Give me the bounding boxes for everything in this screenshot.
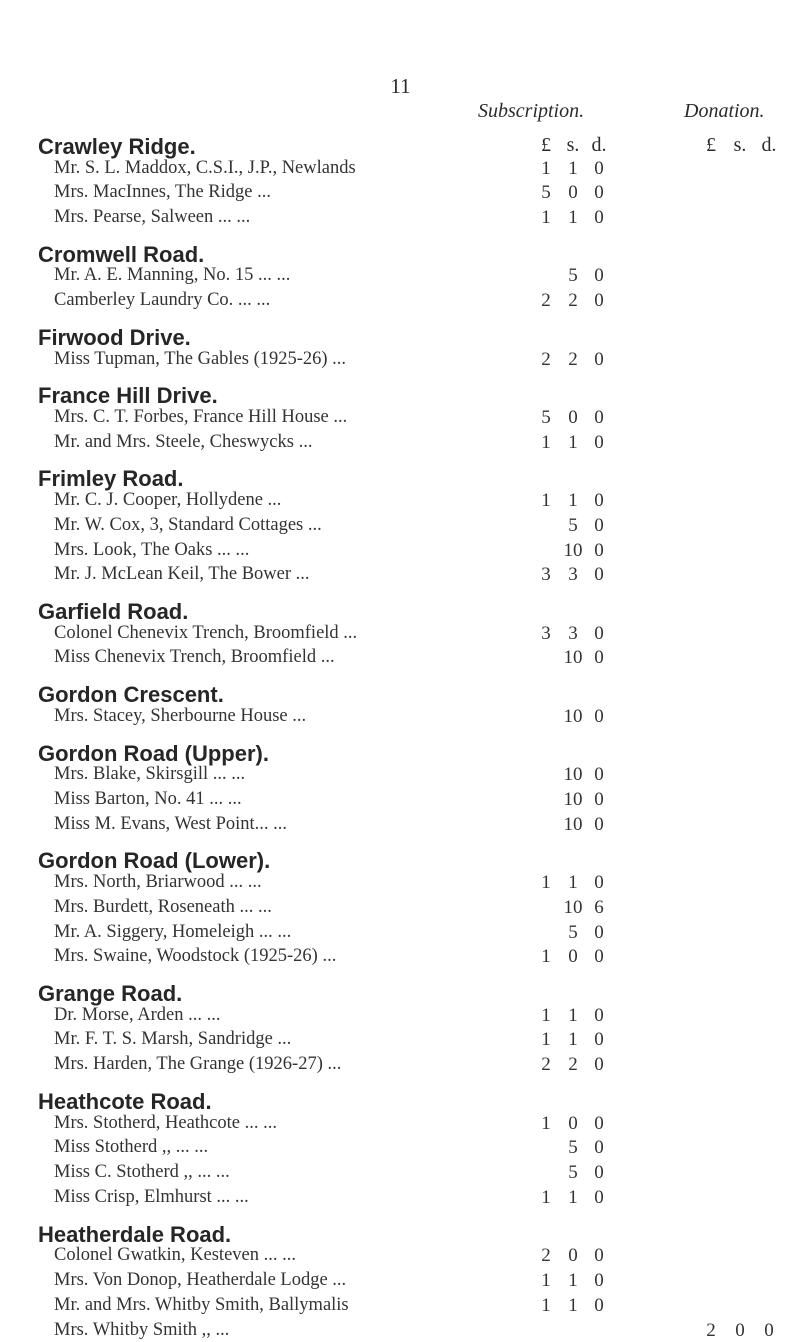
subscription-shillings-value: 5	[568, 1162, 578, 1184]
subscription-pence-value: 0	[594, 1245, 604, 1267]
subscription-pounds-value: 2	[541, 1054, 551, 1076]
subscription-pence-value: 0	[594, 946, 604, 968]
subscription-shillings-value: 1	[568, 489, 578, 511]
subscription-pence-value: 0	[594, 157, 604, 179]
subscriber-name: Mr. S. L. Maddox, C.S.I., J.P., Newlands	[54, 157, 356, 178]
subscription-pence-value: 0	[594, 290, 604, 312]
subscriber-name: Mrs. Blake, Skirsgill ... ...	[54, 764, 246, 784]
subscription-pounds-value: 2	[541, 1245, 551, 1267]
subscriber-name: Dr. Morse, Arden ... ...	[54, 1004, 221, 1025]
subscription-pence-value: 0	[594, 1186, 604, 1208]
subscription-shillings-value: 5	[568, 514, 578, 536]
subscription-pence-value: 0	[594, 1162, 604, 1184]
subscription-pounds-value: 3	[541, 622, 551, 644]
subscription-pounds-value: 1	[541, 1186, 551, 1208]
subscriber-name: Miss Barton, No. 41 ... ...	[54, 788, 242, 809]
subscriber-name: Mr. W. Cox, 3, Standard Cottages ...	[54, 514, 322, 535]
subscriber-name: Mrs. Stacey, Sherbourne House ...	[54, 705, 307, 726]
road-heading: Heathcote Road.	[38, 1089, 212, 1114]
subscription-pounds-value: 3	[541, 564, 551, 586]
subscription-pence-value: 0	[594, 764, 604, 785]
subscriber-name: Mrs. Swaine, Woodstock (1925-26) ...	[54, 946, 337, 967]
subscription-pence-value: 0	[594, 1054, 604, 1076]
subscriber-name: Mrs. Harden, The Grange (1926-27) ...	[54, 1054, 342, 1075]
road-heading: France Hill Drive.	[38, 383, 218, 409]
road-heading: Frimley Road.	[38, 466, 184, 492]
subscription-shillings-value: 10	[563, 647, 583, 669]
subscription-pounds-value: 1	[541, 1112, 551, 1134]
road-heading: Gordon Road (Upper).	[38, 740, 269, 766]
subscription-pence-value: 0	[594, 1294, 604, 1316]
subscription-pounds-value: 1	[541, 871, 551, 893]
road-heading: Grange Road.	[38, 981, 183, 1007]
subscription-shillings-value: 3	[568, 622, 578, 644]
subscription-shillings-value: 1	[568, 1186, 578, 1208]
road-heading: Gordon Crescent.	[38, 682, 224, 708]
subscriber-name: Mr. A. Siggery, Homeleigh ... ...	[54, 921, 292, 942]
subscription-shillings-value: 5	[568, 265, 578, 287]
subscriber-name: Mr. and Mrs. Whitby Smith, Ballymalis	[54, 1294, 349, 1315]
subscription-pence-value: 0	[594, 182, 604, 204]
road-heading: Cromwell Road.	[38, 241, 205, 267]
subscription-pence-value: 0	[594, 207, 604, 229]
subscription-shillings-value: 10	[563, 705, 583, 727]
subscription-pounds-value: 2	[541, 348, 551, 370]
subscriber-name: Camberley Laundry Co. ... ...	[54, 290, 271, 311]
subscription-shillings-value: 1	[568, 1029, 578, 1051]
donation-pounds-value: 2	[706, 1319, 716, 1341]
don-shillings-header: s.	[733, 134, 747, 156]
subscriber-name: Miss Tupman, The Gables (1925-26) ...	[54, 348, 347, 369]
subscriber-name: Mrs. Pearse, Salween ... ...	[54, 207, 251, 228]
subscription-shillings-value: 0	[568, 1245, 578, 1267]
subscription-pounds-value: 1	[541, 946, 551, 968]
subscriber-name: Miss Stotherd ,, ... ...	[54, 1137, 209, 1158]
road-heading: Crawley Ridge.	[38, 134, 196, 159]
subscription-shillings-value: 10	[563, 764, 583, 785]
subscription-shillings-value: 1	[568, 1004, 578, 1026]
subscriber-name: Mrs. C. T. Forbes, France Hill House ...	[54, 406, 348, 427]
subscription-pence-value: 0	[594, 705, 604, 727]
subscription-pence-value: 0	[594, 265, 604, 287]
subscription-pence-value: 0	[594, 871, 604, 893]
subscription-shillings-value: 10	[563, 539, 583, 561]
subscription-shillings-value: 0	[568, 1112, 578, 1134]
subscription-shillings-value: 2	[568, 348, 578, 370]
subscription-pence-value: 0	[594, 539, 604, 561]
don-pence-header: d.	[761, 134, 777, 156]
subscription-shillings-value: 2	[568, 290, 578, 312]
subscription-pounds-value: 1	[541, 489, 551, 511]
subscription-pounds-value: 1	[541, 1004, 551, 1026]
subscription-shillings-value: 3	[568, 564, 578, 586]
subscription-pounds-value: 1	[541, 1029, 551, 1051]
don-pounds-header: £	[706, 134, 716, 156]
subscription-pence-value: 0	[594, 1029, 604, 1051]
subscription-shillings-value: 1	[568, 871, 578, 893]
subscriber-name: Mrs. North, Briarwood ... ...	[54, 871, 262, 892]
sub-shillings-header: s.	[566, 134, 580, 156]
subscription-shillings-value: 0	[568, 182, 578, 204]
subscription-pounds-value: 1	[541, 1294, 551, 1316]
subscription-pence-value: 0	[594, 1137, 604, 1159]
subscription-pence-value: 0	[594, 1112, 604, 1134]
subscription-shillings-value: 1	[568, 1294, 578, 1316]
subscription-pence-value: 0	[594, 647, 604, 669]
subscription-shillings-value: 1	[568, 431, 578, 453]
subscription-shillings-value: 0	[568, 946, 578, 968]
subscriber-name: Mrs. Von Donop, Heatherdale Lodge ...	[54, 1270, 347, 1290]
subscription-shillings-value: 10	[563, 813, 583, 835]
subscriber-name: Colonel Chenevix Trench, Broomfield ...	[54, 622, 358, 643]
subscriber-name: Mrs. Look, The Oaks ... ...	[54, 539, 250, 560]
donation-pence-value: 0	[764, 1319, 774, 1341]
subscription-pounds-value: 1	[541, 431, 551, 453]
subscription-pence-value: 0	[594, 406, 604, 428]
subscription-pence-value: 0	[594, 564, 604, 586]
road-heading: Garfield Road.	[38, 599, 189, 625]
sub-pence-header: d.	[591, 134, 607, 156]
subscriber-name: Mr. J. McLean Keil, The Bower ...	[54, 564, 310, 585]
subscriber-name: Miss C. Stotherd ,, ... ...	[54, 1162, 230, 1183]
subscription-shillings-value: 1	[568, 157, 578, 179]
page-number: 11	[390, 74, 411, 98]
subscription-pounds-value: 1	[541, 157, 551, 179]
subscription-pence-value: 0	[594, 348, 604, 370]
road-heading: Firwood Drive.	[38, 325, 191, 350]
subscription-shillings-value: 2	[568, 1054, 578, 1076]
subscriber-name: Colonel Gwatkin, Kesteven ... ...	[54, 1245, 296, 1266]
subscription-pounds-value: 5	[541, 406, 551, 428]
subscription-shillings-value: 5	[568, 921, 578, 943]
subscriber-name: Mr. and Mrs. Steele, Cheswycks ...	[54, 431, 313, 452]
subscription-shillings-value: 10	[563, 788, 583, 810]
subscriber-name: Mr. C. J. Cooper, Hollydene ...	[54, 489, 282, 510]
subscriber-name: Mrs. Burdett, Roseneath ... ...	[54, 896, 272, 917]
road-heading: Gordon Road (Lower).	[38, 848, 271, 874]
donation-column-header: Donation.	[684, 100, 765, 122]
subscriber-name: Miss Chenevix Trench, Broomfield ...	[54, 647, 335, 668]
donation-shillings-value: 0	[735, 1319, 745, 1341]
subscription-pence-value: 0	[594, 514, 604, 536]
subscription-shillings-value: 1	[568, 207, 578, 229]
subscription-pence-value: 0	[594, 1004, 604, 1026]
subscription-shillings-value: 10	[563, 896, 583, 918]
subscriber-name: Mrs. MacInnes, The Ridge ...	[54, 182, 271, 203]
subscription-pence-value: 0	[594, 489, 604, 511]
subscription-column-header: Subscription.	[478, 100, 585, 122]
subscription-pounds-value: 1	[541, 1270, 551, 1291]
subscription-pence-value: 0	[594, 921, 604, 943]
subscriber-name: Mrs. Stotherd, Heathcote ... ...	[54, 1112, 277, 1133]
subscriber-name: Miss Crisp, Elmhurst ... ...	[54, 1186, 249, 1207]
subscriber-name: Miss M. Evans, West Point... ...	[54, 813, 288, 834]
subscription-pounds-value: 1	[541, 207, 551, 229]
sub-pounds-header: £	[541, 134, 551, 156]
subscriber-name: Mrs. Whitby Smith ,, ...	[54, 1319, 230, 1340]
subscription-pence-value: 0	[594, 813, 604, 835]
subscriber-name: Mr. F. T. S. Marsh, Sandridge ...	[54, 1029, 292, 1050]
subscription-pounds-value: 2	[541, 290, 551, 312]
subscription-pence-value: 6	[594, 896, 604, 918]
subscription-shillings-value: 5	[568, 1137, 578, 1159]
subscription-pounds-value: 5	[541, 182, 551, 204]
subscription-shillings-value: 0	[568, 406, 578, 428]
road-heading: Heatherdale Road.	[38, 1221, 232, 1247]
subscription-pence-value: 0	[594, 431, 604, 453]
subscription-pence-value: 0	[594, 1270, 604, 1291]
subscription-pence-value: 0	[594, 622, 604, 644]
subscriber-name: Mr. A. E. Manning, No. 15 ... ...	[54, 265, 291, 286]
subscription-shillings-value: 1	[568, 1270, 578, 1291]
subscription-pence-value: 0	[594, 788, 604, 810]
